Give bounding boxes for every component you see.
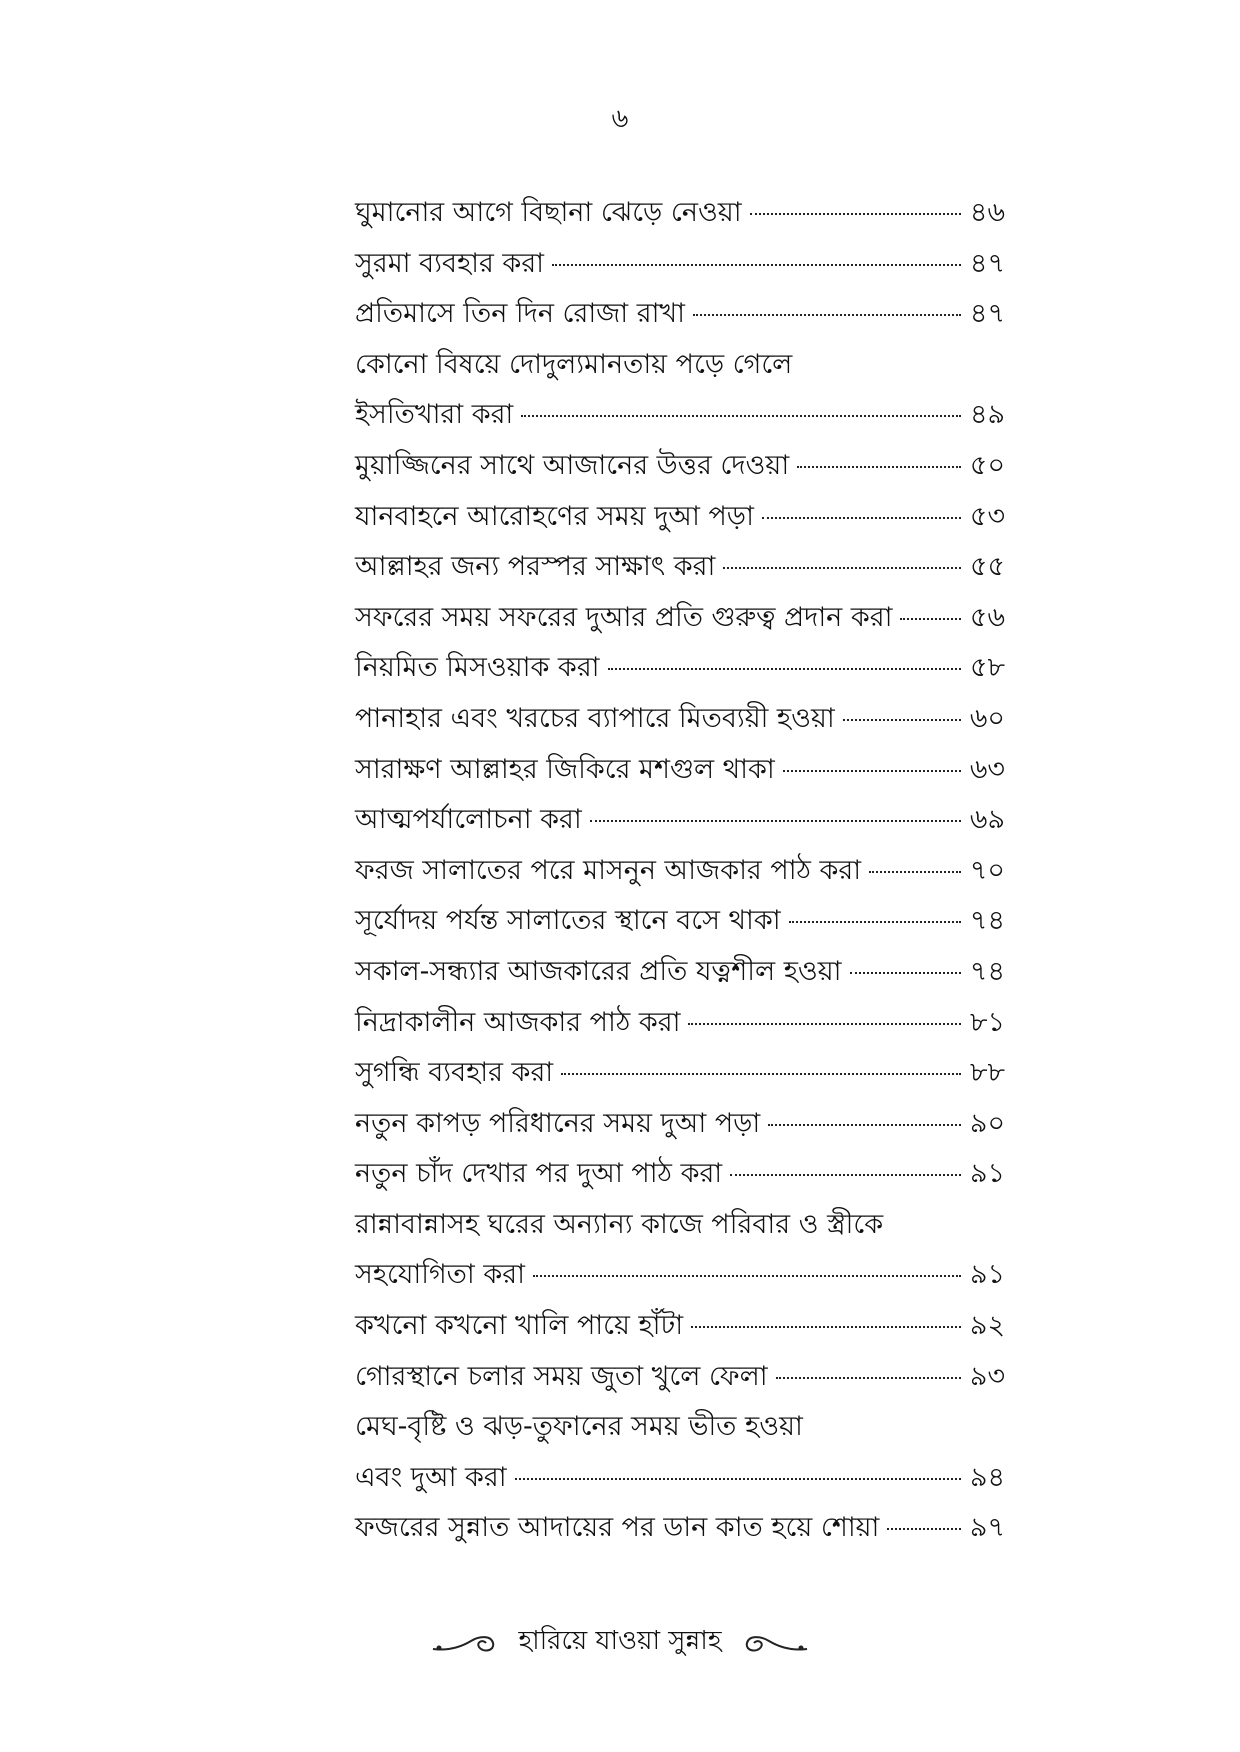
table-of-contents [355,188,1005,1554]
dot-leader [693,313,961,316]
toc-entry-title: সূর্যোদয় পর্যন্ত সালাতের স্থানে বসে থাকা [355,905,781,937]
dot-leader [776,1376,961,1379]
toc-entry-title: নতুন কাপড় পরিধানের সময় দুআ পড়া [355,1107,761,1139]
toc-entry [355,542,1005,593]
dot-leader [783,769,961,772]
toc-entry [355,1099,1005,1150]
dot-leader [608,667,961,670]
toc-line [355,390,1005,441]
toc-line [355,947,1005,998]
toc-page-number: ৫০ [969,449,1005,481]
toc-entry-title: প্রতিমাসে তিন দিন রোজা রাখা [355,298,685,330]
toc-page-number: ৭০ [969,854,1005,886]
dot-leader [691,1325,961,1328]
dot-leader [887,1527,961,1530]
toc-line [355,239,1005,290]
toc-entry-title: সফরের সময় সফরের দুআর প্রতি গুরুত্ব প্রদান করা [355,601,893,633]
toc-entry [355,795,1005,846]
toc-entry [355,896,1005,947]
toc-entry [355,846,1005,897]
toc-entry-title: সহযোগিতা করা [355,1259,525,1291]
book-title: হারিয়ে যাওয়া সুন্নাহ [518,1626,722,1656]
dot-leader [590,819,961,822]
toc-line [355,340,1005,391]
dot-leader [869,870,961,873]
toc-entry [355,1200,1005,1301]
toc-entry [355,1301,1005,1352]
toc-entry [355,239,1005,290]
toc-entry [355,188,1005,239]
toc-page-number: ৫৮ [969,652,1005,684]
toc-page-number: ৯১ [969,1259,1005,1291]
toc-page-number: ৯১ [969,1158,1005,1190]
toc-line [355,745,1005,796]
toc-page-number: ৯০ [969,1107,1005,1139]
toc-entry [355,289,1005,340]
toc-entry-title: সারাক্ষণ আল্লাহর জিকিরে মশগুল থাকা [355,753,775,785]
dot-leader [521,414,961,417]
toc-line [355,694,1005,745]
toc-entry-title: ফরজ সালাতের পরে মাসনুন আজকার পাঠ করা [355,854,862,886]
toc-entry [355,340,1005,441]
toc-page-number: ৫৫ [969,551,1005,583]
dot-leader [797,465,961,468]
toc-line [355,896,1005,947]
toc-entry [355,1352,1005,1403]
toc-line [355,1402,1005,1453]
toc-entry-title: যানবাহনে আরোহণের সময় দুআ পড়া [355,500,754,532]
toc-page-number: ৯২ [969,1310,1005,1342]
toc-entry-title: ঘুমানোর আগে বিছানা ঝেড়ে নেওয়া [355,197,742,228]
toc-entry [355,694,1005,745]
dot-leader [768,1123,961,1126]
toc-entry-title: গোরস্থানে চলার সময় জুতা খুলে ফেলা [355,1360,768,1392]
dot-leader [762,516,961,519]
toc-line [355,1250,1005,1301]
dot-leader [552,263,961,266]
toc-line [355,998,1005,1049]
toc-entry-title: কখনো কখনো খালি পায়ে হাঁটা [355,1310,684,1342]
toc-page-number: ৫৬ [969,601,1005,633]
toc-page-number: ৪৬ [969,197,1005,228]
right-ornament-icon [739,1627,809,1657]
toc-line [355,795,1005,846]
toc-page-number: ৬০ [969,702,1005,734]
toc-entry-title: কোনো বিষয়ে দোদুল্যমানতায় পড়ে গেলে [355,348,793,380]
toc-line [355,289,1005,340]
toc-entry [355,593,1005,644]
dot-leader [789,920,961,923]
toc-entry-title: মেঘ-বৃষ্টি ও ঝড়-তুফানের সময় ভীত হওয়া [355,1411,803,1443]
toc-page-number: ৯৭ [969,1512,1005,1544]
dot-leader [561,1072,961,1075]
dot-leader [900,617,961,620]
toc-line [355,1149,1005,1200]
toc-entry [355,947,1005,998]
toc-entry-title: আত্মপর্যালোচনা করা [355,804,582,836]
dot-leader [730,1173,961,1176]
toc-entry-title: রান্নাবান্নাসহ ঘরের অন্যান্য কাজে পরিবার ও স্ত্রীকে [355,1208,884,1240]
toc-page-number: ৪৭ [969,247,1005,279]
dot-leader [850,971,962,974]
toc-entry-title: নিদ্রাকালীন আজকার পাঠ করা [355,1006,681,1038]
toc-entry [355,998,1005,1049]
toc-line [355,492,1005,543]
toc-line [355,188,1005,239]
dot-leader [843,718,961,721]
toc-line [355,1200,1005,1251]
page-footer [0,1620,1240,1664]
toc-entry [355,441,1005,492]
toc-line [355,441,1005,492]
dot-leader [750,212,961,215]
toc-entry [355,643,1005,694]
toc-page-number: ৬৩ [969,753,1005,785]
toc-entry [355,1503,1005,1554]
toc-page-number: ৬৯ [969,804,1005,836]
toc-entry-title: ফজরের সুন্নাত আদায়ের পর ডান কাত হয়ে শোয়া [355,1512,880,1544]
toc-line [355,542,1005,593]
toc-entry-title: আল্লাহর জন্য পরস্পর সাক্ষাৎ করা [355,551,716,583]
toc-line [355,1099,1005,1150]
dot-leader [515,1477,961,1480]
dot-leader [723,566,961,569]
toc-line [355,1352,1005,1403]
toc-entry [355,1402,1005,1503]
toc-entry-title: সুরমা ব্যবহার করা [355,247,544,279]
toc-entry [355,492,1005,543]
toc-entry-title: পানাহার এবং খরচের ব্যাপারে মিতব্যয়ী হওয়া [355,702,835,734]
toc-page-number: ৮১ [969,1006,1005,1038]
dot-leader [533,1274,961,1277]
toc-entry [355,1048,1005,1099]
toc-entry [355,745,1005,796]
toc-entry-title: নিয়মিত মিসওয়াক করা [355,652,600,684]
toc-entry-title: এবং দুআ করা [355,1461,507,1493]
toc-line [355,593,1005,644]
toc-line [355,846,1005,897]
toc-page-number: ৭৪ [969,955,1005,987]
dot-leader [688,1022,961,1025]
toc-page-number: ৪৭ [969,298,1005,330]
toc-page-number: ৮৮ [969,1057,1005,1089]
toc-line [355,1048,1005,1099]
toc-line [355,1301,1005,1352]
toc-line [355,1503,1005,1554]
toc-page-number: ৭৪ [969,905,1005,937]
toc-entry-title: মুয়াজ্জিনের সাথে আজানের উত্তর দেওয়া [355,449,790,481]
left-ornament-icon [431,1627,501,1657]
toc-entry [355,1149,1005,1200]
toc-entry-title: সুগন্ধি ব্যবহার করা [355,1057,554,1089]
toc-page-number: ৫৩ [969,500,1005,532]
toc-line [355,643,1005,694]
toc-page-number: ৯৪ [969,1461,1005,1493]
toc-page-number: ৪৯ [969,399,1005,431]
toc-entry-title: সকাল-সন্ধ্যার আজকারের প্রতি যত্নশীল হওয়া [355,955,842,987]
toc-page-number: ৯৩ [969,1360,1005,1392]
toc-entry-title: ইসতিখারা করা [355,399,514,431]
page-number: ৬ [611,104,629,134]
toc-entry-title: নতুন চাঁদ দেখার পর দুআ পাঠ করা [355,1158,723,1190]
toc-line [355,1453,1005,1504]
